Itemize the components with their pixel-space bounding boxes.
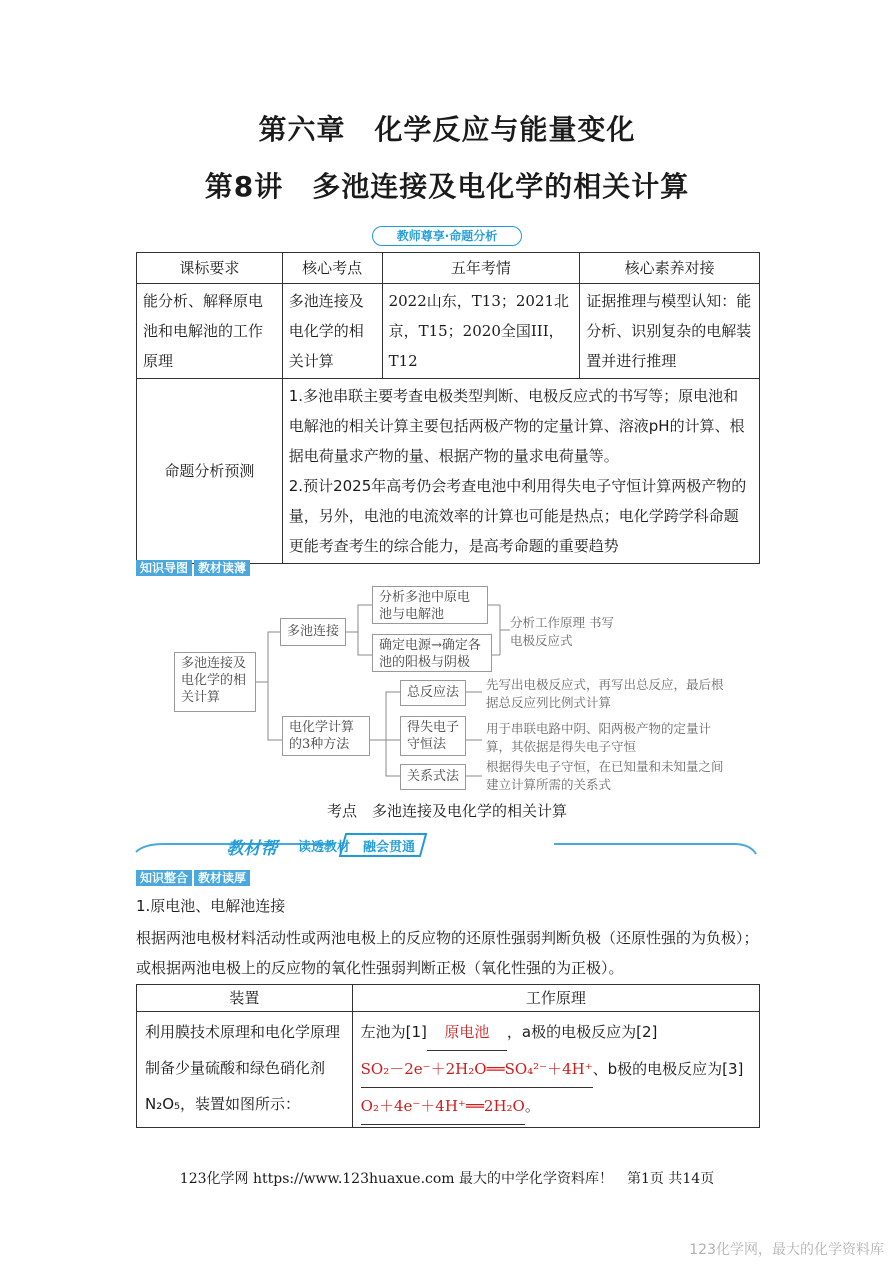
tag-label: 知识整合 (136, 870, 192, 886)
answer-blank: 原电池 (427, 1014, 507, 1051)
mindmap-node: 分析多池中原电池与电解池 (372, 586, 488, 624)
prompt-text: 。 (524, 1097, 540, 1115)
tag-label: 知识导图 (136, 560, 192, 576)
table-header: 装置 (137, 985, 353, 1012)
mindmap-node: 总反应法 (400, 680, 466, 706)
answer-blank: O₂＋4e⁻＋4H⁺══2H₂O (361, 1088, 525, 1125)
mindmap-node: 确定电源→确定各池的阳极与阴极 (372, 634, 492, 672)
mindmap-branch: 电化学计算的3种方法 (282, 716, 370, 756)
device-cell: 利用膜技术原理和电化学原理制备少量硫酸和绿色硝化剂N₂O₅，装置如图所示： (137, 1012, 353, 1128)
page-footer: 123化学网 https://www.123huaxue.com 最大的中学化学资料库！ 第1页 共14页 (179, 1171, 715, 1187)
principle-table (136, 984, 760, 1128)
table-header: 课标要求 (137, 253, 283, 284)
mindmap-note: 分析工作原理 书写电极反应式 (510, 615, 614, 648)
chapter-title: 第六章 化学反应与能量变化 (258, 113, 636, 146)
table-cell: 证据推理与模型认知：能分析、识别复杂的电解装置并进行推理 (580, 284, 760, 379)
paragraph-title: 1.原电池、电解池连接 (136, 897, 286, 915)
table-header-row (137, 985, 760, 1012)
tag-label: 教材读厚 (194, 870, 250, 886)
mindmap-node: 关系式法 (400, 764, 466, 790)
table-cell: 能分析、解释原电池和电解池的工作原理 (137, 284, 283, 379)
table-cell: 2022山东，T13；2021北京，T15；2020全国III，T12 (382, 284, 580, 379)
mindmap-node: 得失电子守恒法 (400, 716, 466, 756)
table-header: 工作原理 (352, 985, 759, 1012)
table-header: 五年考情 (382, 253, 580, 284)
mindmap-note: 先写出电极反应式，再写出总反应，最后根据总反应列比例式计算 (486, 677, 724, 710)
answer-blank: SO₂－2e⁻＋2H₂O══SO₄²⁻＋4H⁺ (361, 1051, 593, 1088)
principle-cell (352, 1012, 759, 1128)
prompt-text: 左池为[1] (360, 1023, 427, 1041)
teacher-analysis-pill: 教师尊享·命题分析 (372, 226, 522, 246)
watermark: 123化学网，最大的化学资料库 (689, 1242, 884, 1258)
banner-logo: 教材帮 (226, 839, 278, 859)
prompt-text: ，a极的电极反应为[2] (506, 1023, 658, 1041)
forecast-item: 1.多池串联主要考查电极类型判断、电极反应式的书写等；原电池和电解池的相关计算主要包括两极产物的定量计算、溶液pH的计算、根据电荷量求产物的量、根据产物的量求电荷量等。 (288, 387, 745, 465)
table-header: 核心素养对接 (580, 253, 760, 284)
forecast-item: 2.预计2025年高考仍会考查电池中利用得失电子守恒计算两极产物的量，另外，电池的电流效率的计算也可能是热点；电化学跨学科命题更能考查考生的综合能力，是高考命题的重要趋势 (288, 477, 747, 555)
mindmap-note: 根据得失电子守恒，在已知量和未知量之间建立计算所需的关系式 (486, 759, 724, 792)
table-row (137, 1012, 760, 1128)
tag-label: 教材读薄 (194, 560, 250, 576)
table-cell: 多池连接及电化学的相关计算 (282, 284, 382, 379)
prompt-text: 、b极的电极反应为[3] (592, 1060, 744, 1078)
mindmap-note: 用于串联电路中阴、阳两极产物的定量计算，其依据是得失电子守恒 (486, 721, 712, 754)
lesson-title: 第8讲 多池连接及电化学的相关计算 (204, 170, 690, 203)
section-tag (136, 870, 252, 886)
mindmap-branch: 多池连接 (280, 618, 346, 646)
banner-slogan: 读透教材 融会贯通 (298, 840, 416, 855)
table-header: 核心考点 (282, 253, 382, 284)
section-caption: 考点 多池连接及电化学的相关计算 (326, 802, 567, 820)
paragraph-body: 根据两池电极材料活动性或两池电极上的反应物的还原性强弱判断负极（还原性强的为负极）；或根据两池电极上的反应物的氧化性强弱判断正极（氧化性强的为正极）。 (136, 929, 759, 977)
forecast-label: 命题分析预测 (137, 379, 283, 564)
mindmap-root: 多池连接及电化学的相关计算 (174, 652, 256, 712)
